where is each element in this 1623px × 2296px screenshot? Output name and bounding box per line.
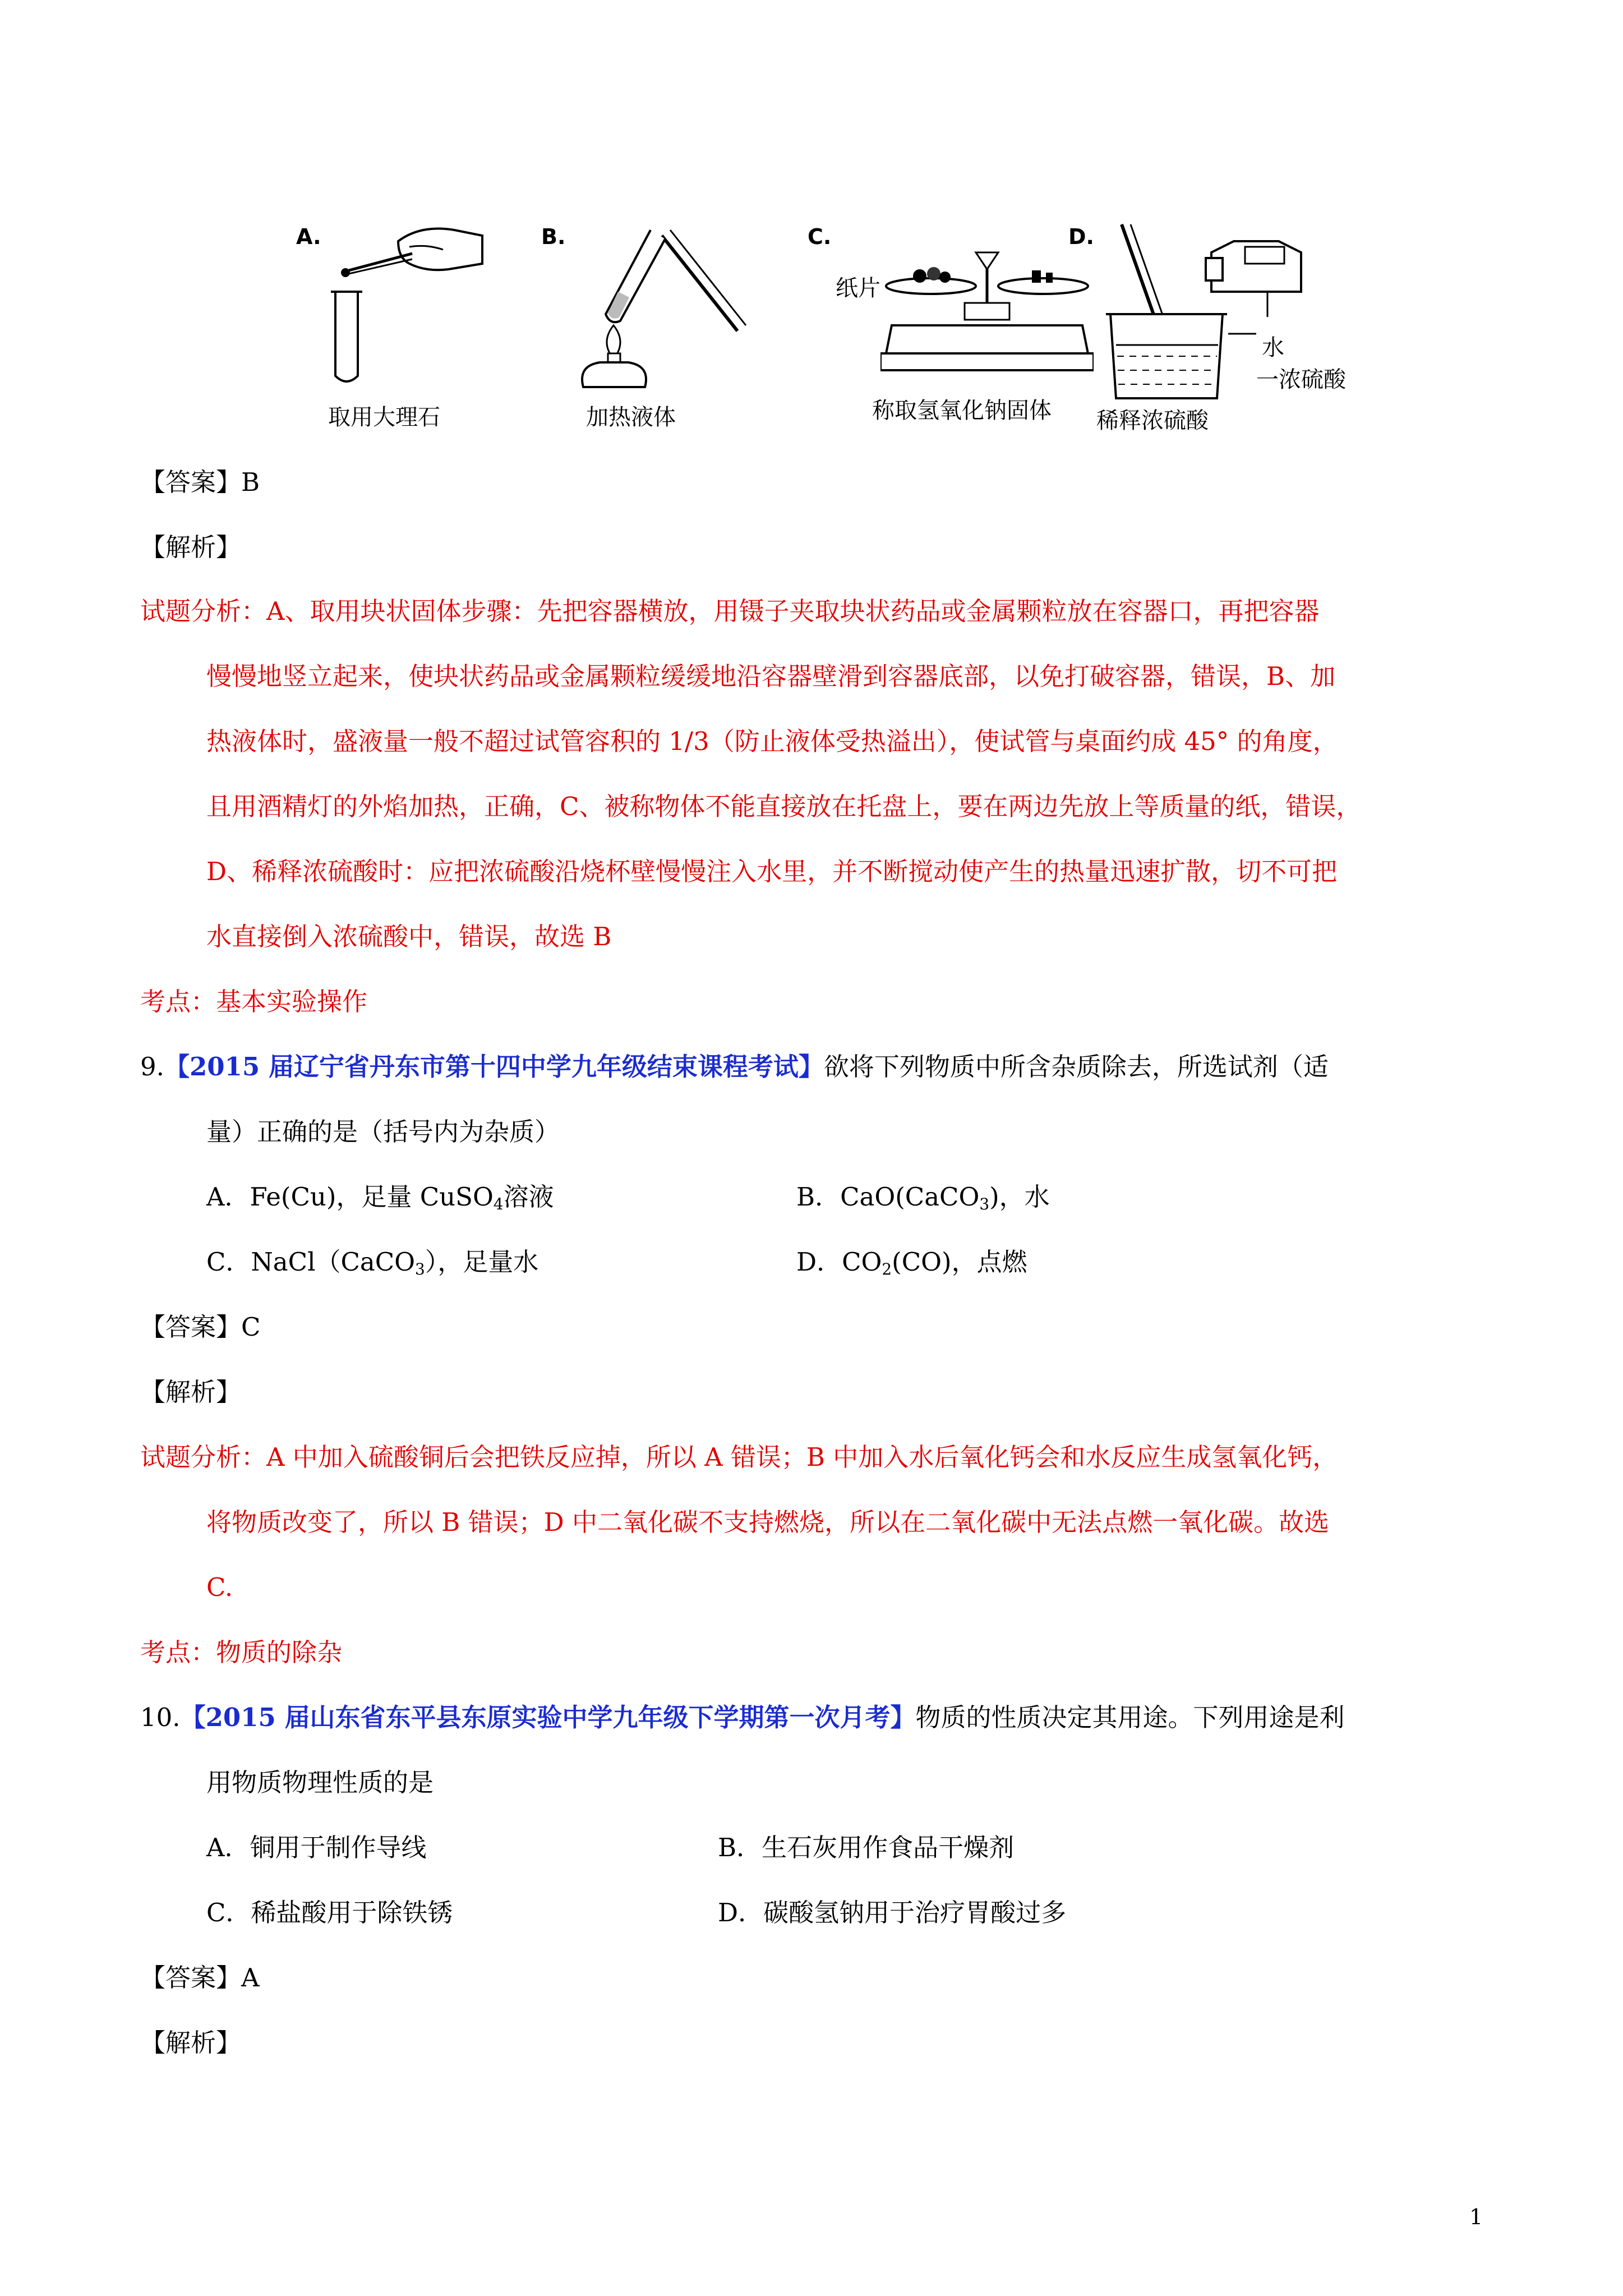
q10-answer: 【答案】A [140, 1963, 260, 1993]
panel-a-label: A. [296, 224, 321, 249]
panel-d-acid-label: 一浓硫酸 [1256, 367, 1346, 393]
panel-b-caption: 加热液体 [586, 404, 676, 430]
q10-stem: 物质的性质决定其用途。下列用途是利 [915, 1703, 1345, 1732]
panel-a-caption: 取用大理石 [328, 404, 440, 430]
q9-option-a: A．Fe(Cu)，足量 CuSO$_4$溶液 [206, 1182, 554, 1213]
q9-analysis-line-3: C. [206, 1572, 233, 1602]
q10-option-d: D．碳酸氢钠用于治疗胃酸过多 [718, 1898, 1067, 1927]
q9-analysis-heading: 【解析】 [140, 1377, 242, 1407]
q10-stem-line-2: 用物质物理性质的是 [206, 1768, 434, 1797]
document-body [140, 0, 1497, 2296]
q8-analysis-line-5: D、稀释浓硫酸时：应把浓硫酸沿烧杯壁慢慢注入水里，并不断搅动使产生的热量迅速扩散，切不可把 [206, 857, 1338, 886]
q8-analysis-line-1: 试题分析：A、取用块状固体步骤：先把容器横放，用镊子夹取块状药品或金属颗粒放在容器口，再把容器 [140, 596, 1320, 626]
q10-number: 10. [140, 1703, 181, 1732]
q9-option-b: B．CaO(CaCO$_3$)，水 [796, 1182, 1050, 1213]
q9-number: 9. [140, 1052, 164, 1082]
q9-analysis-line-2: 将物质改变了，所以 B 错误；D 中二氧化碳不支持燃烧，所以在二氧化碳中无法点燃一氧化碳。故选 [206, 1507, 1330, 1537]
q8-analysis-line-2: 慢慢地竖立起来，使块状药品或金属颗粒缓缓地沿容器壁滑到容器底部，以免打破容器，错误，B、加 [206, 661, 1336, 691]
panel-d-water-label: 水 [1262, 335, 1284, 361]
q10-option-a: A．铜用于制作导线 [206, 1833, 427, 1862]
panel-b-label: B. [541, 224, 566, 249]
panel-c-paper-label: 纸片 [836, 275, 880, 301]
q10-option-c: C．稀盐酸用于除铁锈 [206, 1898, 453, 1927]
q10-option-b: B．生石灰用作食品干燥剂 [718, 1833, 1015, 1862]
q9-stem: 欲将下列物质中所含杂质除去，所选试剂（适 [823, 1052, 1329, 1082]
q9-stem-line-1 [140, 1050, 1329, 1084]
q8-analysis-line-6: 水直接倒入浓硫酸中，错误，故选 B [206, 922, 612, 951]
q9-option-c: C．NaCl（CaCO$_3$），足量水 [206, 1247, 539, 1278]
panel-c-label: C. [808, 224, 832, 249]
q8-analysis-line-4: 且用酒精灯的外焰加热，正确，C、被称物体不能直接放在托盘上，要在两边先放上等质量的纸，错误， [206, 792, 1362, 821]
q10-analysis-heading: 【解析】 [140, 2028, 242, 2058]
q9-analysis-line-1: 试题分析：A 中加入硫酸铜后会把铁反应掉，所以 A 错误；B 中加入水后氧化钙会和水反应生成氢氧化钙， [140, 1442, 1338, 1472]
q9-answer: 【答案】C [140, 1312, 261, 1342]
q10-source: 【2015 届山东省东平县东原实验中学九年级下学期第一次月考】 [180, 1703, 916, 1732]
panel-d-label: D. [1068, 224, 1094, 249]
page-number: 1 [1469, 2205, 1483, 2229]
q8-analysis-heading: 【解析】 [140, 532, 242, 562]
q8-answer: 【答案】B [140, 467, 260, 497]
q10-stem-line-1 [140, 1701, 1345, 1734]
panel-d-caption: 稀释浓硫酸 [1096, 408, 1209, 434]
panel-c-caption: 称取氢氧化钠固体 [872, 398, 1052, 424]
q9-source: 【2015 届辽宁省丹东市第十四中学九年级结束课程考试】 [164, 1052, 824, 1082]
q9-option-d: D．$CO_2(CO)$，点燃 [796, 1247, 1027, 1278]
q9-stem-line-2: 量）正确的是（括号内为杂质） [206, 1117, 560, 1147]
q8-kaodian: 考点：基本实验操作 [140, 987, 368, 1016]
q8-analysis-line-3: 热液体时，盛液量一般不超过试管容积的 1/3（防止液体受热溢出），使试管与桌面约成 45° 的角度， [206, 726, 1338, 756]
q9-kaodian: 考点：物质的除杂 [140, 1637, 343, 1667]
